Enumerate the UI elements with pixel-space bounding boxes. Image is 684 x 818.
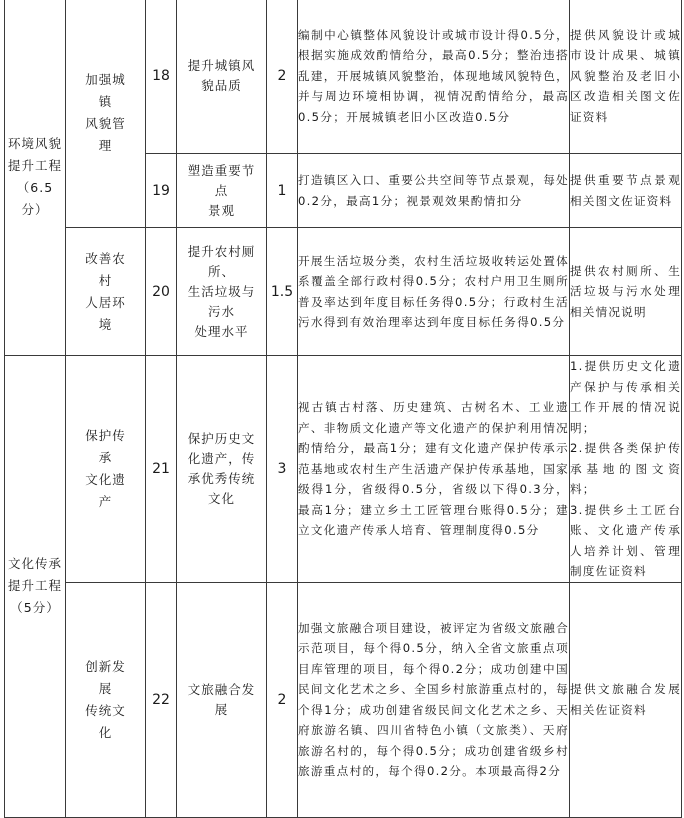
item-score: 2	[267, 582, 298, 817]
list-item: 1.提供历史文化遗产保护与传承相关工作开展的情况说明；	[570, 359, 681, 435]
category-cell-culture: 文化传承 提升工程 （5分）	[5, 356, 66, 818]
table-row	[5, 356, 682, 583]
evidence-materials-list	[570, 356, 682, 583]
item-score: 1.5	[267, 228, 298, 356]
scoring-standard: 编制中心镇整体风貌设计或城市设计得0.5分，根据实施成效酌情给分，最高0.5分；整治违搭乱建，开展城镇风貌整治，体现地域风貌特色，并与周边环境相协调，视情况酌情给分，最高0.5分；开展城镇老旧小区改造0.5分	[298, 0, 570, 154]
scoring-standard: 加强文旅融合项目建设，被评定为省级文旅融合示范项目，每个得0.5分，纳入全省文旅重点项目库管理的项目，每个得0.2分；成功创建中国民间文化艺术之乡、全国乡村旅游重点村的，每个得1分；成功创建省级民间文化艺术之乡、天府旅游名镇、四川省特色小镇（文旅类）、天府旅游名村的，每个得0.5分；成功创建省级乡村旅游重点村的，每个得0.2分。本项最高得2分	[298, 582, 570, 817]
evidence-materials: 提供风貌设计或城市设计成果、城镇风貌整治及老旧小区改造相关图文佐证资料	[570, 0, 682, 154]
row-number: 18	[146, 0, 177, 154]
list-item: 3.提供乡土工匠台账、文化遗产传承人培养计划、管理制度佐证资料	[570, 502, 681, 578]
subcategory-cell-townscape: 加强城 镇 风貌管 理	[66, 0, 146, 228]
table-row	[5, 0, 682, 154]
evidence-materials: 提供重要节点景观相关图文佐证资料	[570, 154, 682, 228]
subcategory-cell-innovation: 创新发 展 传统文 化	[66, 582, 146, 817]
item-name: 提升城镇风 貌品质	[177, 0, 267, 154]
list-item: 2.提供各类保护传承基地的图文资料；	[570, 441, 681, 496]
evidence-materials: 提供文旅融合发展相关佐证资料	[570, 582, 682, 817]
evaluation-table	[4, 0, 682, 818]
item-name: 塑造重要节 点 景观	[177, 154, 267, 228]
item-name: 文旅融合发 展	[177, 582, 267, 817]
row-number: 21	[146, 356, 177, 583]
item-score: 3	[267, 356, 298, 583]
row-number: 20	[146, 228, 177, 356]
table-row	[5, 582, 682, 817]
item-name: 保护历史文 化遗产，传 承优秀传统 文化	[177, 356, 267, 583]
scoring-standard: 打造镇区入口、重要公共空间等节点景观，每处0.2分，最高1分；视景观效果酌情扣分	[298, 154, 570, 228]
row-number: 19	[146, 154, 177, 228]
evidence-materials: 提供农村厕所、生活垃圾与污水处理相关情况说明	[570, 228, 682, 356]
subcategory-cell-rural: 改善农 村 人居环 境	[66, 228, 146, 356]
item-name: 提升农村厕 所、 生活垃圾与 污水 处理水平	[177, 228, 267, 356]
scoring-standard: 开展生活垃圾分类，农村生活垃圾收转运处置体系覆盖全部行政村得0.5分；农村户用卫生厕所普及率达到年度目标任务得0.5分；行政村生活污水得到有效治理率达到年度目标任务得0.5分	[298, 228, 570, 356]
category-cell-environment: 环境风貌 提升工程 （6.5 分）	[5, 0, 66, 356]
item-score: 1	[267, 154, 298, 228]
subcategory-cell-heritage: 保护传 承 文化遗 产	[66, 356, 146, 583]
scoring-standard: 视古镇古村落、历史建筑、古树名木、工业遗产、非物质文化遗产等文化遗产的保护利用情况酌情给分，最高1分；建有文化遗产保护传承示范基地或农村生产生活遗产保护传承基地，国家级得1分，省级得0.5分，省级以下得0.3分，最高1分；建立乡土工匠管理台账得0.5分；建立文化遗产传承人培育、管理制度得0.5分	[298, 356, 570, 583]
row-number: 22	[146, 582, 177, 817]
item-score: 2	[267, 0, 298, 154]
table-row	[5, 228, 682, 356]
